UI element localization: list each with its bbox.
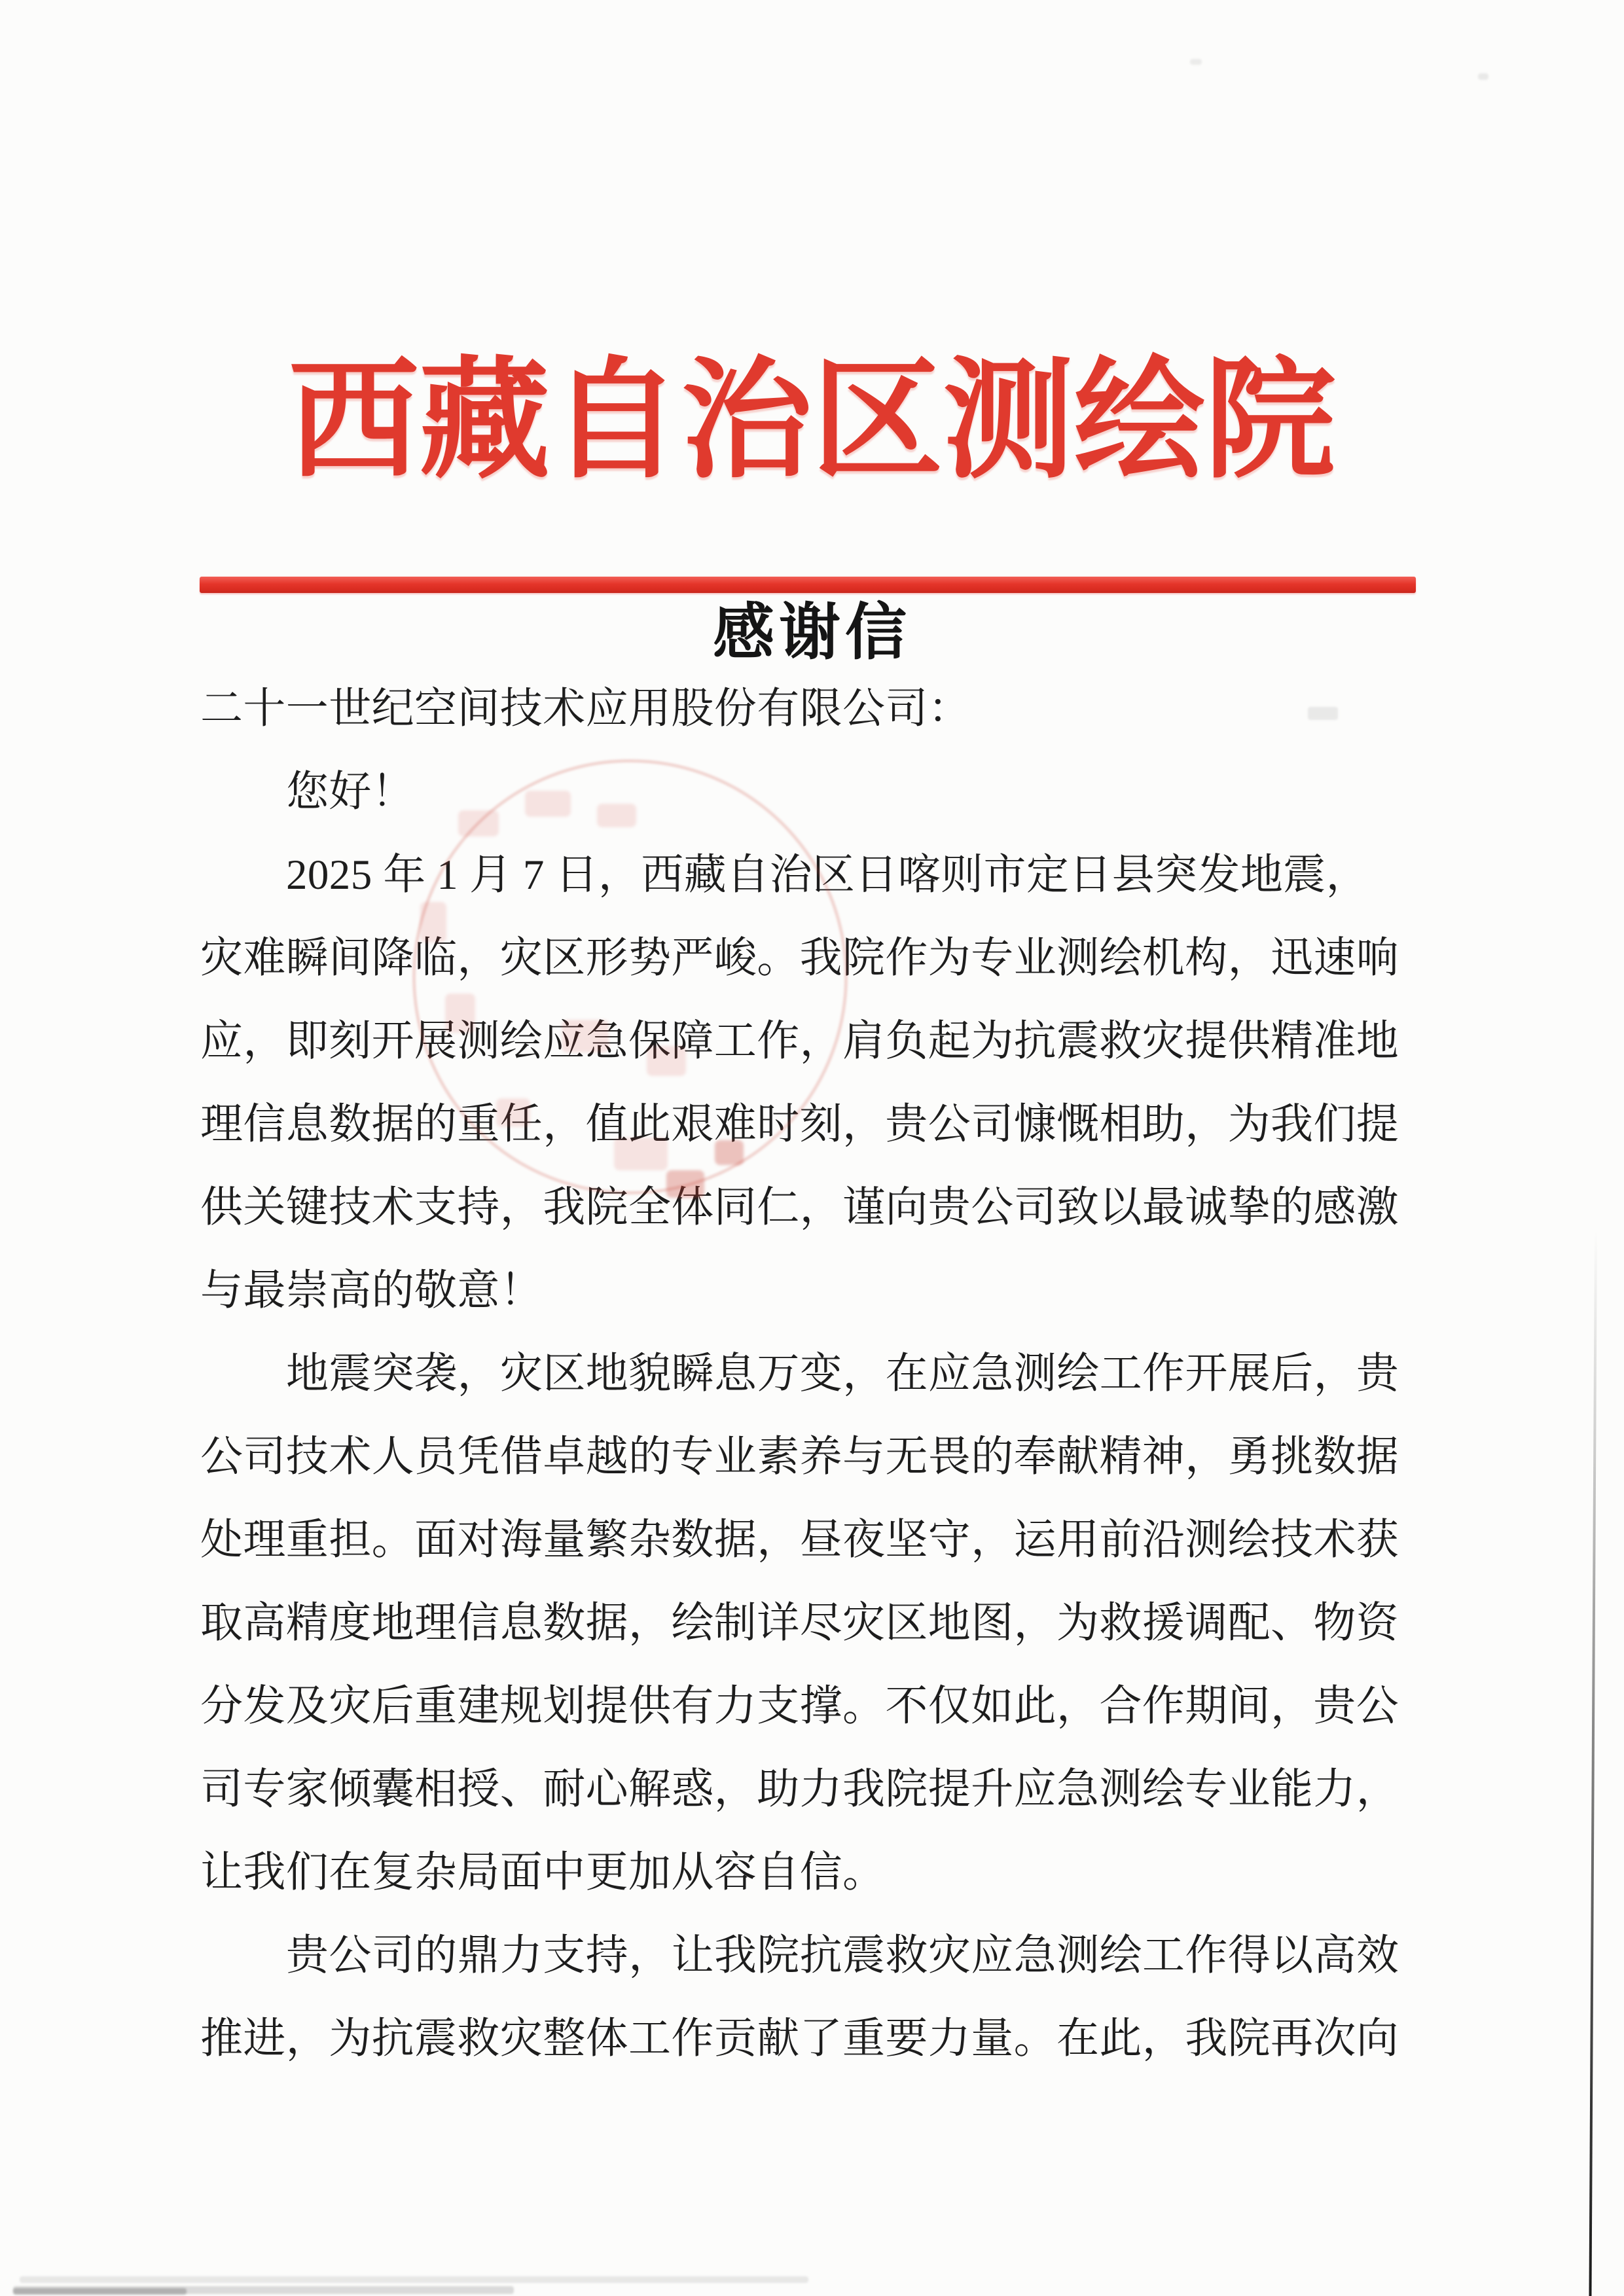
body-line: 取高精度地理信息数据，绘制详尽灾区地图，为救援调配、物资 — [200, 1600, 1399, 1647]
seal-bleedthrough-mark — [666, 1170, 704, 1198]
seal-bleedthrough-mark — [496, 1098, 530, 1127]
scan-artifact-vertical-line — [1589, 1230, 1597, 2296]
scan-smudge — [1478, 73, 1489, 80]
scan-smudge — [1308, 707, 1338, 720]
seal-bleedthrough-mark — [647, 1046, 686, 1076]
seal-bleedthrough-mark — [445, 994, 475, 1033]
seal-bleedthrough-mark — [562, 1020, 609, 1052]
body-line: 处理重担。面对海量繁杂数据，昼夜坚守，运用前沿测绘技术获 — [200, 1516, 1399, 1564]
letterhead-org-name: 西藏自治区测绘院 — [288, 350, 1336, 494]
body-line: 灾难瞬间降临，灾区形势严峻。我院作为专业测绘机构，迅速响 — [200, 935, 1399, 982]
body-line: 司专家倾囊相授、耐心解惑，助力我院提升应急测绘专业能力， — [200, 1766, 1399, 1813]
body-line: 贵公司的鼎力支持，让我院抗震救灾应急测绘工作得以高效 — [286, 1932, 1399, 1979]
scan-smudge — [20, 2276, 808, 2283]
scan-smudge — [1190, 59, 1202, 65]
body-line: 分发及灾后重建规划提供有力支撑。不仅如此，合作期间，贵公 — [200, 1683, 1399, 1730]
seal-bleedthrough-mark — [420, 902, 446, 942]
body-line: 与最崇高的敬意！ — [200, 1267, 543, 1314]
body-line: 您好！ — [286, 768, 415, 816]
body-line: 供关键技术支持，我院全体同仁，谨向贵公司致以最诚挚的感激 — [200, 1184, 1399, 1231]
body-line: 应，即刻开展测绘应急保障工作，肩负起为抗震救灾提供精准地 — [200, 1018, 1399, 1065]
body-line: 公司技术人员凭借卓越的专业素养与无畏的奉献精神，勇挑数据 — [200, 1433, 1399, 1480]
seal-bleedthrough-mark — [525, 791, 571, 817]
body-line: 推进，为抗震救灾整体工作贡献了重要力量。在此，我院再次向 — [200, 2015, 1399, 2062]
body-line: 让我们在复杂局面中更加从容自信。 — [200, 1849, 886, 1896]
body-line: 地震突袭，灾区地貌瞬息万变，在应急测绘工作开展后，贵 — [286, 1350, 1399, 1397]
letterhead-rule — [200, 577, 1416, 593]
body-line: 二十一世纪空间技术应用股份有限公司： — [200, 685, 971, 732]
scan-smudge — [13, 2288, 187, 2295]
letter-title: 感谢信 — [712, 599, 911, 667]
body-line: 理信息数据的重任，值此艰难时刻，贵公司慷慨相助，为我们提 — [200, 1101, 1399, 1148]
body-line: 2025 年 1 月 7 日，西藏自治区日喀则市定日县突发地震， — [286, 852, 1369, 899]
seal-bleedthrough-mark — [458, 810, 499, 836]
seal-bleedthrough-mark — [597, 804, 636, 827]
seal-bleedthrough-mark — [715, 1140, 744, 1165]
seal-bleedthrough-mark — [614, 1138, 668, 1170]
